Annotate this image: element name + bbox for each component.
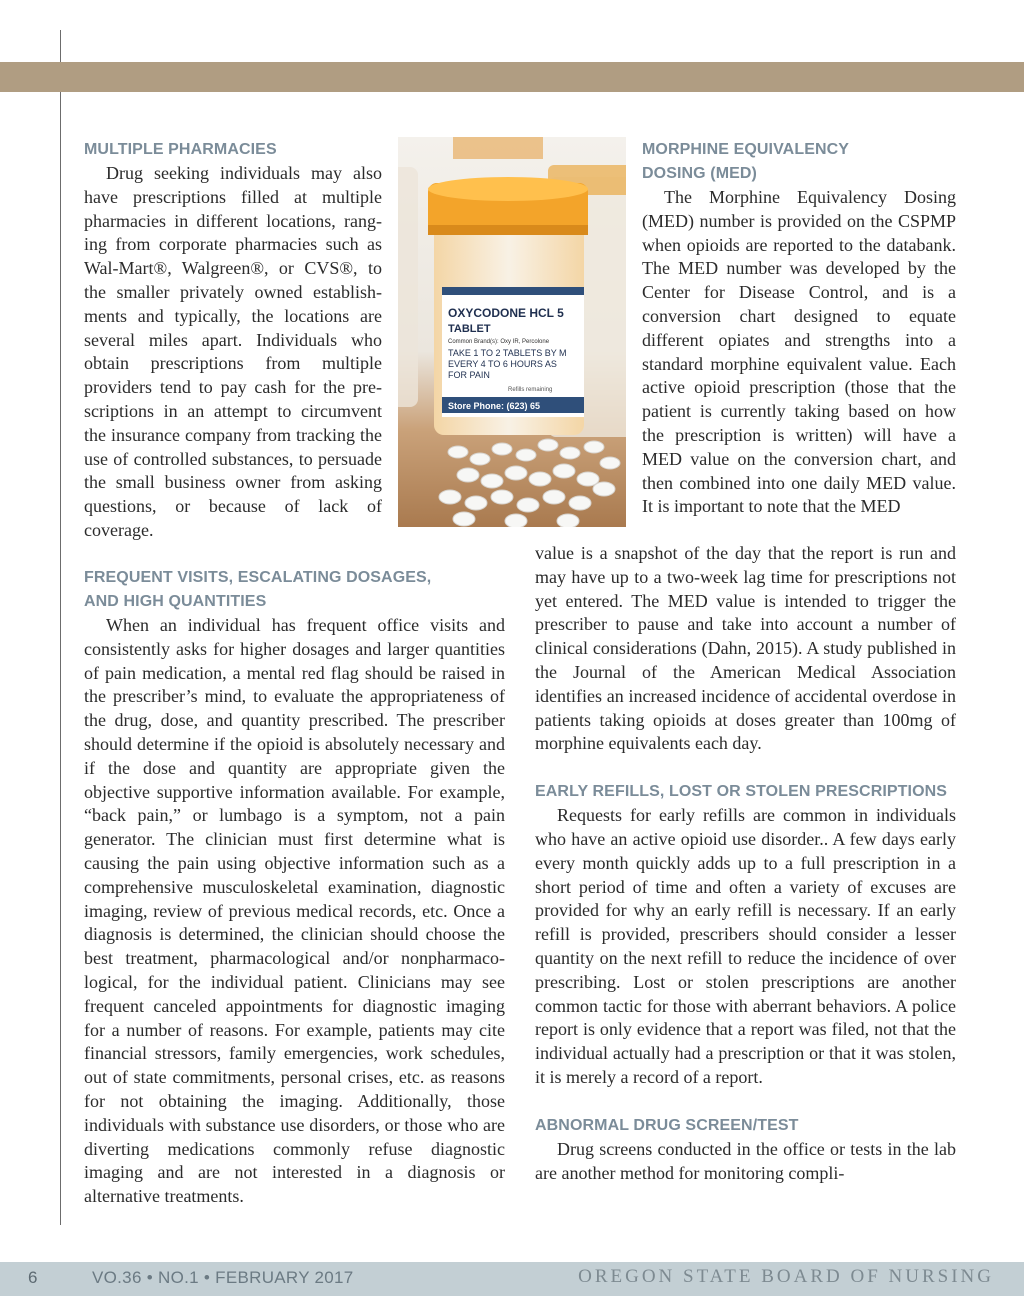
header-band	[0, 62, 1024, 92]
section-frequent-visits	[84, 566, 505, 1209]
label-direction-1: TAKE 1 TO 2 TABLETS BY M	[448, 348, 567, 358]
pills	[439, 439, 620, 527]
label-brand: Common Brand(s): Oxy IR, Percolone	[448, 339, 550, 345]
label-form: TABLET	[448, 323, 491, 335]
margin-rule	[60, 30, 61, 1225]
label-phone: Store Phone: (623) 65	[448, 401, 541, 411]
section-heading-line-1: FREQUENT VISITS, ESCALATING DOSAGES,	[84, 569, 432, 586]
label-direction-3: FOR PAIN	[448, 370, 490, 380]
label-drug-name: OXYCODONE HCL 5	[448, 306, 564, 320]
section-body: Drug seeking individuals may also have prescriptions filled at multiple pharmacies in different locations, ranging from corporate pharmacies such as Wal-Mart®, Walgreen®, or CVS®, to the smaller privately owned establishments and typically, the locations are several miles apart. Individuals who obtain prescriptions from multiple providers tend to pay cash for the prescriptions in an attempt to circumvent the insurance company from tracking the use of controlled substances, to persuade the small business owner from asking questions, or because of lack of coverage.	[84, 163, 382, 540]
early-refills-heading: EARLY REFILLS, LOST OR STOLEN PRESCRIPTIONS	[535, 783, 948, 801]
early-refills-body: Requests for early refills are common in individuals who have an active opioid use disorder.. A few days early every month quickly adds up to a full prescription in a short period of time and often a variety of excuses are provided for why an early refill is necessary. If an early refill is provided, prescribers should consider a lesser quantity on the next refill to reduce the incidence of over prescribing. Lost or stolen prescriptions are another common tactic for those with aberrant behaviors. A police report is only evidence that a report was filed, not that the individual actually had a prescription or that it was stolen, it is merely a record of a report.	[535, 805, 956, 1087]
section-multiple-pharmacies	[84, 138, 382, 543]
section-heading-line-1: MORPHINE EQUIVALENCY	[642, 141, 850, 158]
section-heading-line-2: DOSING (MED)	[642, 165, 757, 182]
section-heading-line-2: AND HIGH QUANTITIES	[84, 593, 267, 610]
section-heading: MULTIPLE PHARMACIES	[84, 141, 277, 158]
drug-screen-heading: ABNORMAL DRUG SCREEN/TEST	[535, 1116, 799, 1134]
section-body: When an individual has frequent office visits and consistently asks for higher dosages and larger quantities of pain medication, a mental red flag should be raised in the prescriber’s mind, to evaluate the appropriateness of the drug, dose, and quantity prescribed. The prescriber should determine if the opioid is absolutely necessary and if the dose and quantity are appropriate given the objective supportive information available. For example, “back pain,” or lumbago is a symptom, not a pain generator. The clinician must first determine what is causing the pain using objective information such as a comprehensive musculoskeletal examination, diagnostic imaging, review of previous medical records, etc. Once a diagnosis is determined, the clinician should choose the best treatment, pharmacological and/or nonpharmacological, for the individual patient. Clinicians may see frequent canceled appointments for diagnostic imaging for a number of reasons. For example, patients may cite financial stressors, family emergencies, work schedules, out of state commitments, personal crises, etc. as reasons for not obtaining the imaging. Additionally, those individuals with substance use disorders, or those who are diverting medications commonly refuse diagnostic imaging and are not interested in a diagnosis or alternative treatments.	[84, 615, 505, 1207]
section-body-narrow: The Morphine Equivalency Dosing (MED) number is provided on the CSPMP when opioids are reported to the databank. The MED number was developed by the Center for Disease Control, and is a conversion chart designed to equate different opiates and strengths into a standard morphine equivalent value. Each active opioid prescription (those that the patient is currently taking based on how the prescription is written) will have a MED value on the conversion chart, and then combined into one daily MED value. It is important to note that the MED	[642, 187, 956, 517]
drug-screen-body: Drug screens conducted in the office or tests in the lab are another method for monitoring compli-	[535, 1138, 956, 1183]
issue-info: VO.36 • NO.1 • FEBRUARY 2017	[92, 1268, 354, 1287]
label-refills: Refills remaining	[508, 387, 553, 393]
label-direction-2: EVERY 4 TO 6 HOURS AS	[448, 359, 557, 369]
med-body-continued: value is a snapshot of the day that the report is run and may have up to a two-week lag time for prescriptions not yet entered. The MED value is intended to trigger the prescriber to pause and take into account a number of clinical considerations (Dahn, 2015). A study published in the Journal of the American Medical Association identifies an increased incidence of accidental overdose in patients taking opioids at doses greater than 100mg of morphine equivalents each day.	[535, 543, 956, 754]
section-med	[642, 138, 956, 519]
prescription-bottle-photo	[398, 137, 626, 527]
right-column-lower	[535, 542, 956, 1185]
page-number: 6	[28, 1268, 38, 1287]
organization-name: OREGON STATE BOARD OF NURSING	[578, 1266, 994, 1287]
